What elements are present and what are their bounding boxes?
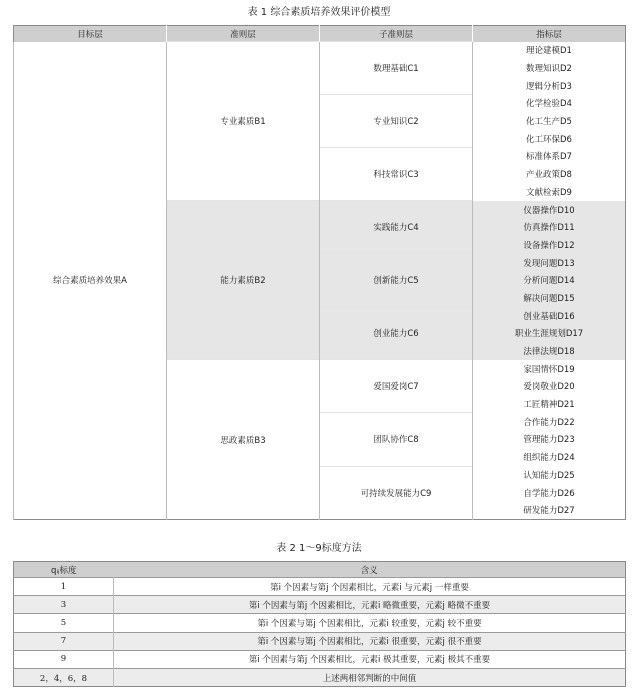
indicator-d2: 数理知识D2: [473, 59, 626, 77]
indicator-d16: 创业基础D16: [473, 307, 626, 325]
evaluation-model-table: [13, 25, 626, 520]
subcriteria-c8: 团队协作C8: [320, 413, 473, 466]
subcriteria-c2: 专业知识C2: [320, 95, 473, 148]
indicator-d4: 化学检验D4: [473, 95, 626, 113]
scale-value: 1: [14, 578, 114, 596]
header-subcriteria-layer: 子准则层: [320, 26, 473, 42]
scale-method-table: [13, 561, 626, 687]
header-meaning: 含义: [114, 562, 626, 578]
header-scale: qᵢⱼ标度: [14, 562, 114, 578]
indicator-d1: 理论建模D1: [473, 42, 626, 60]
indicator-d24: 组织能力D24: [473, 448, 626, 466]
table-row: [14, 650, 626, 668]
table-row: [14, 42, 626, 60]
table-row: [14, 578, 626, 596]
scale-value: 2，4，6，8: [14, 668, 114, 686]
indicator-d7: 标准体系D7: [473, 148, 626, 166]
subcriteria-c9: 可持续发展能力C9: [320, 466, 473, 520]
indicator-d12: 设备操作D12: [473, 236, 626, 254]
table-row: [14, 632, 626, 650]
subcriteria-c4: 实践能力C4: [320, 201, 473, 254]
table1-header-row: [14, 26, 626, 42]
indicator-d10: 仪器操作D10: [473, 201, 626, 219]
scale-value: 5: [14, 614, 114, 632]
indicator-d15: 解决问题D15: [473, 289, 626, 307]
criteria-b3: 思政素质B3: [167, 360, 320, 520]
scale-meaning: 第i 个因素与第j 个因素相比，元素i 较重要，元素j 较不重要: [114, 614, 626, 632]
indicator-d13: 发现问题D13: [473, 254, 626, 272]
scale-value: 7: [14, 632, 114, 650]
subcriteria-c7: 爱国爱岗C7: [320, 360, 473, 413]
table-row: [14, 614, 626, 632]
table1-caption: 表 1 综合素质培养效果评价模型: [247, 7, 391, 18]
scale-meaning: 第i 个因素与第j 个因素相比，元素i 很重要，元素j 很不重要: [114, 632, 626, 650]
indicator-d18: 法律法规D18: [473, 342, 626, 360]
indicator-d3: 逻辑分析D3: [473, 77, 626, 95]
subcriteria-c3: 科技常识C3: [320, 148, 473, 201]
indicator-d19: 家国情怀D19: [473, 360, 626, 378]
indicator-d6: 化工环保D6: [473, 130, 626, 148]
indicator-d20: 爱岗敬业D20: [473, 378, 626, 396]
table2-caption: 表 2 1～9标度方法: [276, 543, 362, 554]
subcriteria-c1: 数理基础C1: [320, 42, 473, 95]
indicator-d8: 产业政策D8: [473, 165, 626, 183]
table-row: [14, 596, 626, 614]
scale-meaning: 第i 个因素与第j 个因素相比，元素i 与元素j 一样重要: [114, 578, 626, 596]
subcriteria-c5: 创新能力C5: [320, 254, 473, 307]
indicator-d17: 职业生涯规划D17: [473, 325, 626, 343]
indicator-d25: 认知能力D25: [473, 466, 626, 484]
table-row: [14, 668, 626, 686]
indicator-d22: 合作能力D22: [473, 413, 626, 431]
indicator-d9: 文献检索D9: [473, 183, 626, 201]
header-indicator-layer: 指标层: [473, 26, 626, 42]
scale-meaning: 第i 个因素与第j 个因素相比，元素i 略微重要，元素j 略微不重要: [114, 596, 626, 614]
subcriteria-c6: 创业能力C6: [320, 307, 473, 360]
indicator-d11: 仿真操作D11: [473, 218, 626, 236]
goal-cell: 综合素质培养效果A: [14, 42, 167, 520]
header-criteria-layer: 准则层: [167, 26, 320, 42]
scale-value: 3: [14, 596, 114, 614]
scale-meaning: 第i 个因素与第j 个因素相比，元素i 极其重要，元素j 极其不重要: [114, 650, 626, 668]
criteria-b1: 专业素质B1: [167, 42, 320, 201]
table2-header-row: [14, 562, 626, 578]
indicator-d14: 分析问题D14: [473, 271, 626, 289]
scale-value: 9: [14, 650, 114, 668]
scale-meaning: 上述两相邻判断的中间值: [114, 668, 626, 686]
indicator-d26: 自学能力D26: [473, 484, 626, 502]
header-goal-layer: 目标层: [14, 26, 167, 42]
criteria-b2: 能力素质B2: [167, 201, 320, 360]
indicator-d5: 化工生产D5: [473, 112, 626, 130]
indicator-d27: 研发能力D27: [473, 501, 626, 519]
indicator-d21: 工匠精神D21: [473, 395, 626, 413]
indicator-d23: 管理能力D23: [473, 431, 626, 449]
